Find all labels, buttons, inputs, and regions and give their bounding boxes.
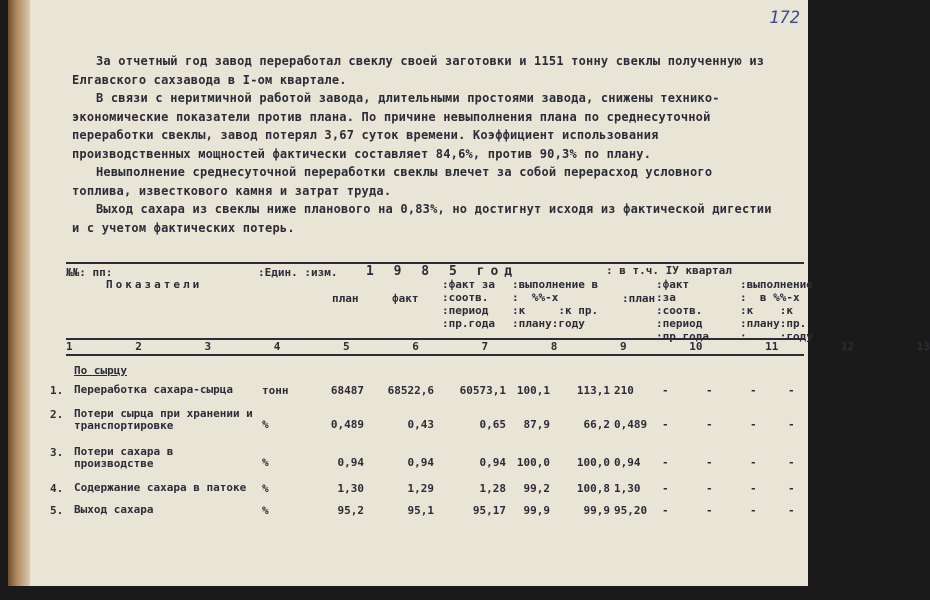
column-numbers: 1 2 3 4 5 6 7 8 9 10 11 12 13 <box>66 340 930 353</box>
page-binding <box>8 0 30 586</box>
table-row: 3. Потери сахара в производстве % 0,94 0,94 0,94 100,0 100,0 0,94 - - - - <box>50 445 795 470</box>
header-unit: :Един. :изм. <box>258 266 338 279</box>
table-row: 4. Содержание сахара в патоке % 1,30 1,29 1,28 99,2 100,8 1,30 - - - - <box>50 481 795 495</box>
paragraph-1: За отчетный год завод переработал свеклу своей заготовки и 1151 тонну свеклы полученную из Елгавского сахзавода в I-ом квартале. <box>72 54 765 87</box>
paragraph-4: Выход сахара из свеклы ниже планового на 0,83%, но достигнут исходя из фактической дигестии и с учетом фактических потерь. <box>72 202 772 235</box>
header-completion: :выполнение в : %%-х :к :к пр. :плану:году <box>512 278 599 330</box>
header-sub-fact-period: :факт :за :соотв. :период :пр.года <box>656 278 709 343</box>
header-plan: план <box>332 292 359 305</box>
header-sub-plan: :план <box>622 292 656 305</box>
header-num: №№: пп: <box>66 266 113 279</box>
header-including: : в т.ч. IУ квартал <box>606 264 732 277</box>
table-colnum-rule <box>66 354 804 356</box>
header-fact-period: :факт за :соотв. :период :пр.года <box>442 278 495 330</box>
header-year: 1 9 8 5 год <box>366 264 519 279</box>
header-sub-completion: :выполнение : в %%-х :к :к :плану:пр. : :году <box>740 278 813 343</box>
table-row: 2. Потери сырца при хранении и транспортировке % 0,489 0,43 0,65 87,9 66,2 0,489 - - - - <box>50 407 795 432</box>
document-page <box>8 0 930 586</box>
table-row: 5. Выход сахара % 95,2 95,1 95,17 99,9 99,9 95,20 - - - - <box>50 503 795 517</box>
section-title: По сырцу <box>74 364 127 377</box>
table-row: 1. Переработка сахара-сырца тонн 68487 68522,6 60573,1 100,1 113,1 210 - - - - <box>50 383 795 397</box>
paragraph-2: В связи с неритмичной работой завода, длительными простоями завода, снижены технико-экономические показатели против плана. По причине невыполнения плана по среднесуточной переработки свеклы, завод потерял 3,67 суток времени. Коэффициент использования производственных мощностей фактически составляет 84,6%, против 90,3% по плану. <box>72 91 720 161</box>
header-fact: факт <box>392 292 419 305</box>
paragraph-3: Невыполнение среднесуточной переработки свеклы влечет за собой перерасход условного топлива, известкового камня и затрат труда. <box>72 165 713 198</box>
page-number: 172 <box>769 8 800 28</box>
header-indicators: Показатели <box>106 278 203 291</box>
